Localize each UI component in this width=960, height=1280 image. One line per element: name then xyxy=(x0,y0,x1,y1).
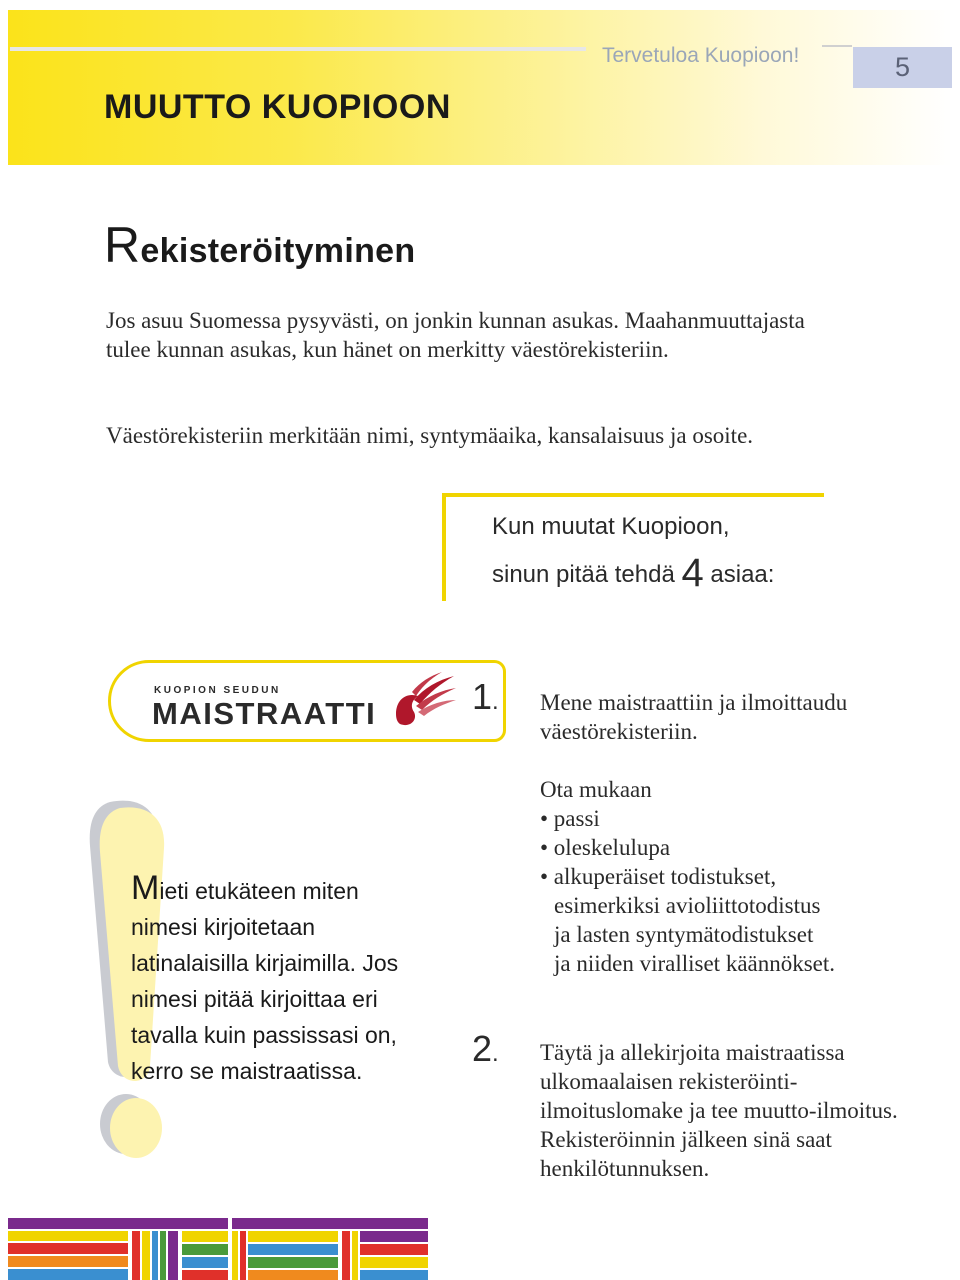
callout-line-1: Kun muutat Kuopioon, xyxy=(492,513,730,540)
header-divider-short xyxy=(822,45,852,47)
logo-small-text: KUOPION SEUDUN xyxy=(154,685,281,696)
decorative-stripes xyxy=(8,1218,428,1280)
name-spelling-tip xyxy=(131,870,421,1089)
section-heading xyxy=(104,216,415,274)
chapter-title: MUUTTO KUOPIOON xyxy=(104,88,451,126)
step-1-number xyxy=(472,676,499,718)
callout-bracket-horizontal xyxy=(442,493,824,497)
callout-text-before: sinun pitää tehdä xyxy=(492,561,682,588)
step-2-dot: . xyxy=(492,1040,499,1067)
header-divider xyxy=(10,47,586,51)
list-item: • passi xyxy=(540,806,600,831)
callout-line-2 xyxy=(492,551,774,596)
page-number: 5 xyxy=(853,47,952,88)
bring-intro: Ota mukaan xyxy=(540,777,652,802)
tip-initial: M xyxy=(131,869,160,907)
intro-paragraph: Jos asuu Suomessa pysyvästi, on jonkin kunnan asukas. Maahanmuuttajasta tulee kunnan asukas, kun hänet on merkitty väestörekisteriin. xyxy=(106,308,805,362)
callout-bracket-vertical xyxy=(442,493,446,601)
logo-main-text: MAISTRAATTI xyxy=(152,696,377,731)
callout-number: 4 xyxy=(681,551,704,595)
list-item-continuation: ja niiden viralliset käännökset. xyxy=(554,951,836,976)
callout-text-after: asiaa: xyxy=(703,561,775,588)
logo-emblem-icon xyxy=(390,670,460,732)
list-item-continuation: ja lasten syntymätodistukset xyxy=(554,922,814,947)
step-2-number xyxy=(472,1028,499,1070)
list-item: • oleskelulupa xyxy=(540,835,671,860)
step-2-text: Täytä ja allekirjoita maistraatissa ulkomaalaisen rekisteröinti-ilmoituslomake ja tee muutto-ilmoitus. Rekisteröinnin jälkeen sinä saat henkilötunnuksen. xyxy=(540,1040,898,1181)
step-2-digit: 2 xyxy=(472,1028,493,1069)
step-1-dot: . xyxy=(492,688,499,715)
step-1-text: Mene maistraattiin ja ilmoittaudu väestörekisteriin. xyxy=(540,690,848,744)
header-tagline: Tervetuloa Kuopioon! xyxy=(602,44,800,67)
list-item-continuation: esimerkiksi avioliittotodistus xyxy=(554,893,821,918)
section-heading-rest: ekisteröityminen xyxy=(140,232,416,270)
list-item: • alkuperäiset todistukset, xyxy=(540,864,777,889)
tip-text-rest: ieti etukäteen miten nimesi kirjoitetaan latinalaisilla kirjaimilla. Jos nimesi pitää kirjoittaa eri tavalla kuin passissasi on, kerro se maistraatissa. xyxy=(131,878,399,1084)
registry-paragraph: Väestörekisteriin merkitään nimi, syntymäaika, kansalaisuus ja osoite. xyxy=(106,423,754,448)
section-heading-initial: R xyxy=(104,217,141,273)
step-1-digit: 1 xyxy=(472,676,493,717)
bring-list xyxy=(540,775,940,978)
